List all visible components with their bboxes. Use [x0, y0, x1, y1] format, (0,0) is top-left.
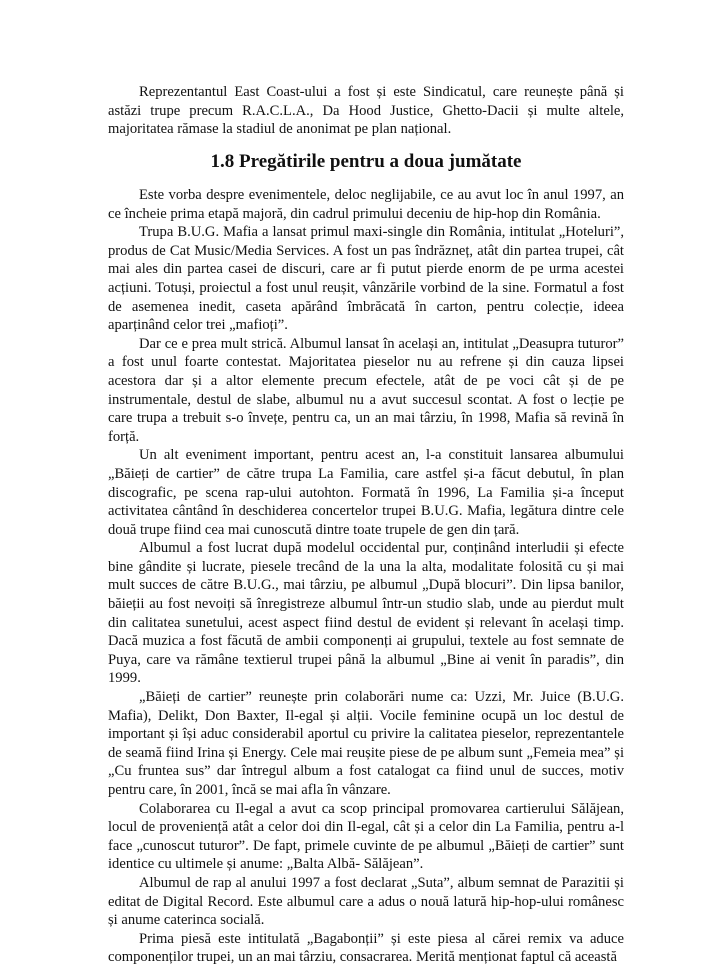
body-paragraph-1: Este vorba despre evenimentele, deloc neglijabile, ce au avut loc în anul 1997, an ce încheie prima etapă majoră, din cadrul primului deceniu de hip-hop din România. — [108, 187, 624, 222]
body-paragraph-2: Trupa B.U.G. Mafia a lansat primul maxi-single din România, intitulat „Hoteluri”, produs de Cat Music/Media Services. A fost un pas îndrăzneț, atât din partea trupei, cât mai ales din partea casei de discuri, care ar fi putut pierde enorm de pe urma acestei acțiuni. Totuși, proiectul a fost unul reușit, vânzările vorbind de la sine. Formatul a fost de asemenea inedit, caseta apărând îmbrăcată în carton, pentru colecție, ideea aparținând celor trei „mafioți”. — [108, 224, 624, 334]
body-paragraph-3: Dar ce e prea mult strică. Albumul lansat în același an, intitulat „Deasupra tuturor” a fost unul foarte contestat. Majoritatea pieselor nu au refrene și din cauza lipsei acestora dar și a altor elemente precum efectele, atât de pe voci cât și de pe instrumentale, destul de slabe, albumul nu a avut succesul scontat. A fost o lecție pe care trupa a trebuit s-o învețe, pentru ca, un an mai târziu, în 1998, Mafia să revină în forță. — [108, 335, 624, 445]
intro-section — [108, 83, 624, 139]
body-paragraph-7: Colaborarea cu Il-egal a avut ca scop principal promovarea cartierului Sălăjean, locul de proveniență atât a celor doi din Il-egal, cât și a celor din La Familia, pentru a-l face „cunoscut tuturor”. De fapt, primele cuvinte de pe albumul „Băieți de cartier” sunt identice cu ultimele și anume: „Balta Albă- Sălăjean”. — [108, 800, 624, 873]
body-paragraph-4: Un alt eveniment important, pentru acest an, l-a constituit lansarea albumului „Băieți de cartier” de către trupa La Familia, care astfel și-a făcut debutul, în plan discografic, pe scena rap-ului autohton. Formată în 1996, La Familia și-a început activitatea cântând în deschiderea concertelor trupei B.U.G. Mafia, legătura dintre cele două trupe fiind cea mai cunoscută dintre toate trupele de gen din țară. — [108, 447, 624, 538]
body-paragraph-6: „Băieți de cartier” reunește prin colaborări nume ca: Uzzi, Mr. Juice (B.U.G. Mafia), Delikt, Don Baxter, Il-egal și alții. Vocile feminine ocupă un loc destul de important și își aduc considerabil aportul cu privire la calitatea pieselor, reprezentantele de seamă fiind Irina și Energy. Cele mai reușite piese de pe album sunt „Femeia mea” și „Cu fruntea sus” dar întregul album a fost catalogat ca fiind unul de succes, motiv pentru care, în 2001, încă se mai afla în vânzare. — [108, 689, 624, 798]
body-paragraph-8: Albumul de rap al anului 1997 a fost declarat „Suta”, album semnat de Parazitii și editat de Digital Record. Este albumul care a adus o nouă latură hip-hop-ului românesc și anume caterinca socială. — [108, 874, 624, 929]
section-body — [108, 186, 624, 967]
body-paragraph-5: Albumul a fost lucrat după modelul occidental pur, conținând interludii și efecte bine gândite și lucrate, piesele trecând de la una la alta, modalitate folosită cu și mai mult succes de către B.U.G., mai târziu, pe albumul „După blocuri”. Din lipsa banilor, băieții au fost nevoiți să înregistreze albumul într-un studio slab, unde au pierdut mult din calitatea sunetului, acest aspect fiind destul de evident și relevant în același timp. Dacă muzica a fost făcută de ambii componenți ai grupului, textele au fost semnate de Puya, care va rămâne textierul trupei până la albumul „Bine ai venit în paradis”, din 1999. — [108, 540, 624, 687]
intro-paragraph: Reprezentantul East Coast-ului a fost și este Sindicatul, care reunește până și astăzi trupe precum R.A.C.L.A., Da Hood Justice, Ghetto-Dacii și multe altele, majoritatea rămase la stadiul de anonimat pe plan național. — [108, 84, 624, 138]
section-title: 1.8 Pregătirile pentru a doua jumătate — [210, 151, 522, 172]
body-paragraph-9: Prima piesă este intitulată „Bagabonții” și este piesa al cărei remix va aduce componenților trupei, un an mai târziu, consacrarea. Merită menționat faptul că această — [108, 930, 624, 966]
